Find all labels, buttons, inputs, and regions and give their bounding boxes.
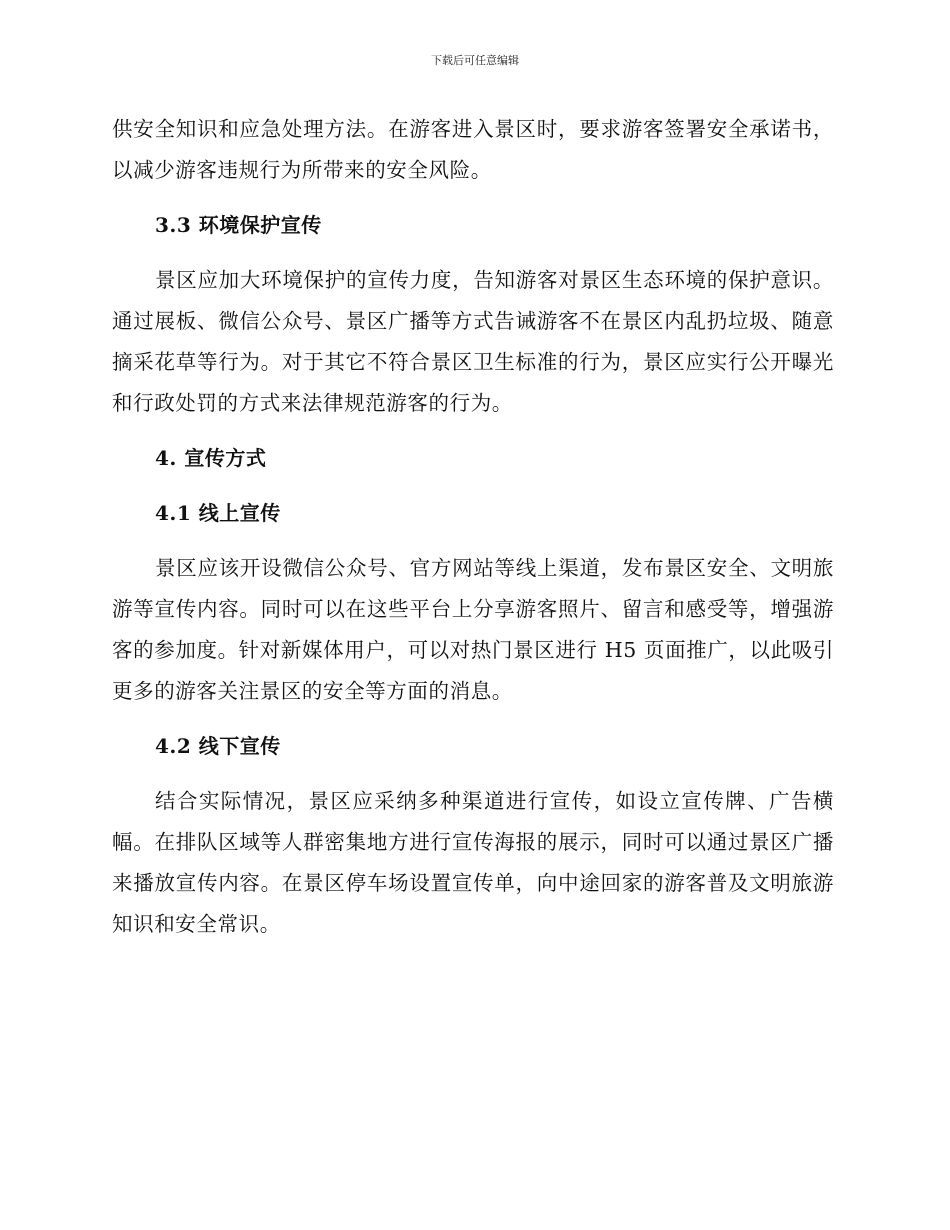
paragraph-online: 景区应该开设微信公众号、官方网站等线上渠道，发布景区安全、文明旅游等宣传内容。同时可以在这些平台上分享游客照片、留言和感受等，增强游客的参加度。针对新媒体用户，可以对热门景区进行 H5 页面推广，以此吸引更多的游客关注景区的安全等方面的消息。 [112,556,834,703]
heading-4-2: 4.2 线下宣传 [155,734,281,758]
paragraph-offline: 结合实际情况，景区应采纳多种渠道进行宣传，如设立宣传牌、广告横幅。在排队区域等人群密集地方进行宣传海报的展示，同时可以通过景区广播来播放宣传内容。在景区停车场设置宣传单，向中途回家的游客普及文明旅游知识和安全常识。 [112,789,834,936]
heading-3-3: 3.3 环境保护宣传 [155,213,322,237]
paragraph-environment: 景区应加大环境保护的宣传力度，告知游客对景区生态环境的保护意识。通过展板、微信公众号、景区广播等方式告诫游客不在景区内乱扔垃圾、随意摘采花草等行为。对于其它不符合景区卫生标准的行为，景区应实行公开曝光和行政处罚的方式来法律规范游客的行为。 [112,268,834,415]
heading-4-1: 4.1 线上宣传 [155,501,281,525]
document-body [112,109,834,945]
paragraph-safety-continued: 供安全知识和应急处理方法。在游客进入景区时，要求游客签署安全承诺书，以减少游客违规行为所带来的安全风险。 [112,117,834,182]
heading-4: 4. 宣传方式 [155,446,267,470]
page-header: 下载后可任意编辑 [431,54,519,67]
